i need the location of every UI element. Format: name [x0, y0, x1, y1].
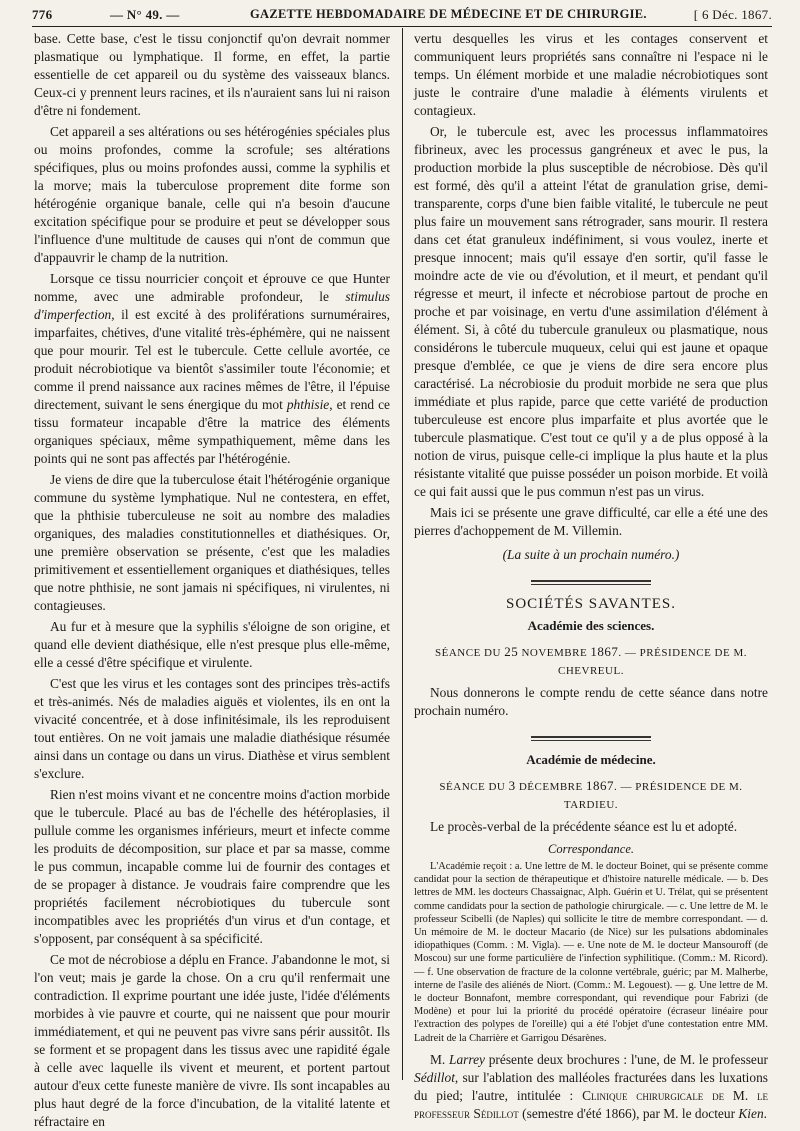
issue-date: [ 6 Déc. 1867.: [693, 7, 772, 22]
academy-medicine-heading: Académie de médecine.: [526, 752, 656, 767]
paragraph: Mais ici se présente une grave difficulté, car elle a été une des pierres d'achoppement de M. Villemin.: [414, 505, 768, 538]
text-run: , sur l'ablation des malléoles fracturées dans les luxations du pied; l'autre, intitulée :: [414, 1069, 768, 1103]
paragraph: Cet appareil a ses altérations ou ses hétérogénies spéciales plus ou moins profondes, comme la scrofule; ses altérations spécifiques, plus ou moins profondes aussi, comme la syphilis et la morve; mais la tuberculose proprement dite forme son hétérogénie organique banale, celle qui n'a besoin d'aucune excitation spécifique pour se produire et peut se développer sous l'influence d'une multitude de causes qui n'ont de commun que d'appauvrir le champ de la nutrition.: [34, 124, 390, 265]
section-rule: [531, 736, 651, 741]
text-run: (semestre d'été 1866), par M. le docteur: [518, 1105, 739, 1121]
paragraph: Le procès-verbal de la précédente séance est lu et adopté.: [430, 819, 738, 834]
page-header: [32, 5, 772, 25]
text-run: Lorsque ce tissu nourricier conçoit et éprouve ce que Hunter nomme, avec une admirable profondeur, le: [34, 271, 390, 304]
section-rule: [531, 580, 651, 585]
academy-sciences-heading: Académie des sciences.: [527, 618, 655, 633]
text-run: .: [763, 1105, 768, 1121]
paragraph: C'est que les virus et les contages sont des principes très-actifs et très-animés. Nés de maladies aiguës et violentes, ils en ont la vivacité concentrée, et à dose infinitésimale, ils les reproduisent tout entières. On ne voit jamais une maladie diathésique résumée ainsi dans un contage ou dans un virus. Diathèse et virus semblent s'exclure.: [34, 676, 390, 781]
text-run: SÉANCE DU: [435, 647, 505, 659]
correspondence-text: L'Académie reçoit : a. Une lettre de M. le docteur Boinet, qui se présente comme candidat pour la section de thérapeutique et d'histoire naturelle médicale. — b. Des lettres de MM. les docteurs Chassaignac, Alph. Guérin et U. Trélat, qui se présentent comme candidats pour la section de pathologie chirurgicale. — c. Une lettre de M. le professeur Scibelli (de Naples) qui sollicite le titre de membre correspondant. — d. Un mémoire de M. le docteur Macario (de Nice) sur les pulsations abdominales idiopathiques (Comm. : M. Vigla). — e. Une note de M. le docteur Mansouroff (de Moscou) sur une forme particulière de l'infection syphilitique. (Comm.: M. Ricord). — f. Une observation de fracture de la colonne vertébrale, guéric; par M. Malherbe, interne de l'asile des aliénés de Niort. (Comm.: M. Legouest). — g. Une lettre de M. le docteur Bonnafont, membre correspondant, qui revendique pour Fabrizi (de Modène) et pour lui la priorité du procédé opératoire (écraseur linéaire pour l'extraction des polypes de l'oreille) qui a été l'objet d'une contestation entre MM. Ladreit de la Charrière et Garrigou Désarènes.: [414, 861, 768, 1044]
text-run: 1867: [586, 778, 614, 793]
continued-note: (La suite à un prochain numéro.): [502, 547, 680, 562]
paragraph: Au fur et à mesure que la syphilis s'éloigne de son origine, et quand elle devient diathésique, elle n'est presque plus elle-même, elle a cessé d'être spécifique et virulente.: [34, 619, 390, 670]
text-run: 3: [508, 778, 516, 793]
seance-line: [414, 643, 768, 680]
paragraph: Rien n'est moins vivant et ne concentre moins d'action morbide que le tubercule. Placé au bas de l'échelle des hétéroplasies, il pullule comme les organismes inférieurs, meurt et infecte comme les produits de décomposition, sur place et par sa masse, comme le pus commun, incapable comme lui de fournir des contages et de se propager à distance. Je voudrais faire comprendre que les propriétés facilement nécrobiotiques du tubercule sont incompatibles avec les propriétés d'un virus et d'un contage, et s'opposent, par conséquent à sa spécificité.: [34, 787, 390, 946]
italic-run: Sédillot: [414, 1069, 455, 1085]
text-run: . — PRÉSIDENCE DE M. CHEVREUL.: [558, 647, 747, 677]
paragraph: Nous donnerons le compte rendu de cette séance dans notre prochain numéro.: [414, 685, 768, 718]
italic-run: phthisie: [286, 397, 330, 412]
paragraph: vertu desquelles les virus et les contages conservent et communiquent leurs propriétés sans connaître ni l'espace ni le temps. Un élément morbide et une maladie nécrobiotiques sont juste le contraire d'une maladie à éléments virulents et contagieux.: [414, 31, 768, 118]
paragraph: [34, 270, 390, 468]
left-column: [34, 30, 390, 1131]
italic-run: Larrey: [449, 1051, 485, 1067]
text-run: 1867: [590, 644, 619, 659]
page-number: 776: [32, 7, 53, 22]
text-run: M.: [430, 1051, 450, 1067]
text-run: 25: [504, 644, 519, 659]
smallcaps-run: Clinique chirurgicale de M. le professeur Sédillot: [414, 1087, 768, 1121]
correspondence-heading: Correspondance.: [548, 842, 634, 856]
section-title: SOCIÉTÉS SAVANTES.: [506, 596, 676, 612]
text-run: SÉANCE DU: [439, 781, 509, 793]
text-run: NOVEMBRE: [518, 647, 591, 659]
paragraph: Ce mot de nécrobiose a déplu en France. J'abandonne le mot, si l'on veut; mais je garde la chose. On a cru qu'il renfermait une contradiction. Il exprime pourtant une idée juste, l'idée d'éléments morbides à vie pauvre et courte, qui ne naissent que pour mourir immédiatement, et qui ne peuvent pas vivre sans périr aussitôt. Ils se forment et se propagent dans les tissus avec une rapidité égale à celle avec laquelle ils vivent et meurent, et portent partout autour d'eux cette funeste manière de vivre. Ils sont incapables au plus haut degré de la force d'incubation, de la vitalité latente et réfractaire en: [34, 952, 390, 1129]
paragraph: base. Cette base, c'est le tissu conjonctif qu'on devrait nommer plasmatique ou lymphatique. Il forme, en effet, la partie essentielle de cet appareil ou du système des vaisseaux blancs. Ceux-ci y prennent leurs racines, et ils n'auraient sans lui ni raison d'être ni fondement.: [34, 31, 390, 118]
italic-run: stimulus d'imperfection: [34, 289, 390, 322]
header-rule: [32, 26, 772, 27]
text-run: . — PRÉSIDENCE DE M. TARDIEU.: [563, 781, 743, 811]
paragraph: Or, le tubercule est, avec les processus inflammatoires fibrineux, avec les processus gangréneux et avec le pus, la production morbide la plus susceptible de nécrobiose. Dès qu'il est formé, dès qu'il a atteint l'état de granulation grise, demi-transparente, corps d'une bien faible vitalité, le tubercule ne peut plus faire un mouvement sans rétrograder, sans mourir. Il restera dans cet état granuleux indéfiniment, si vous voulez, inerte et presque innocent; mais qu'il essaye d'en sortir, qu'il fasse le moindre acte de vie ou d'évolution, et il meurt, et pendant qu'il régresse et meurt, il infecte et nécrobiose partout de proche en proche et par voisinage, en vertu d'une assimilation d'élément à élément. Si, à côté du tubercule granuleux ou plasmatique, nous considérons le tubercule muqueux, celui qui est jaune et opaque presque d'emblée, ce que je viens de dire sera encore plus caractérisé. La nécrobiosie du produit morbide ne sera que plus immédiate et plus rapide, parce que cette variété de production tuberculeuse est encore plus imparfaite et plus avortée que le tubercule plasmatique. C'est tout ce qu'il y a de plus opposé à la notion de virus, puisque celle-ci implique la plus haute et la plus résistante vitalité que puisse posséder un poison morbide. Et voilà ce qui fait aussi que le pus commun n'est pas un virus.: [414, 124, 768, 499]
column-divider: [402, 28, 403, 1080]
right-column: [414, 30, 768, 1123]
issue-number: — N° 49. —: [110, 7, 180, 22]
text-run: , et rend ce tissu formateur incapable d'être la matrice des éléments organiques spéciaux, même sympathiquement, même dans les points qui ne sont pas affectés par l'hétérogénie.: [34, 397, 390, 466]
paragraph: Je viens de dire que la tuberculose était l'hétérogénie organique commune du système lymphatique. Nul ne contestera, en effet, que la phthisie tuberculeuse ne soit au nombre des maladies organiques, des maladies constitutionnelles et diathésiques. Or, une première observation se présente, c'est que les maladies primitivement et essentiellement organiques et diathésiques, telles que notre phthisie, ne sont jamais ni spécifiques, ni virulentes, ni contagieuses.: [34, 472, 390, 613]
text-run: DÉCEMBRE: [515, 781, 586, 793]
seance-line: [414, 777, 768, 814]
italic-run: Kien: [738, 1105, 764, 1121]
text-run: présente deux brochures : l'une, de M. le professeur: [484, 1051, 769, 1067]
text-run: , il est excité à des proliférations surnuméraires, imparfaites, chétives, d'une vitalité très-éphémère, qui ne naissent que pour mourir. Tel est le tubercule. Cette cellule avortée, ce produit nécrobiotique va bientôt s'assimiler toute l'économie; et comme il prend naissance aux racines mêmes de l'être, il l'épuise directement, suivant le sens énergique du mot: [34, 307, 390, 412]
journal-title: GAZETTE HEBDOMADAIRE DE MÉDECINE ET DE CHIRURGIE.: [250, 7, 647, 21]
